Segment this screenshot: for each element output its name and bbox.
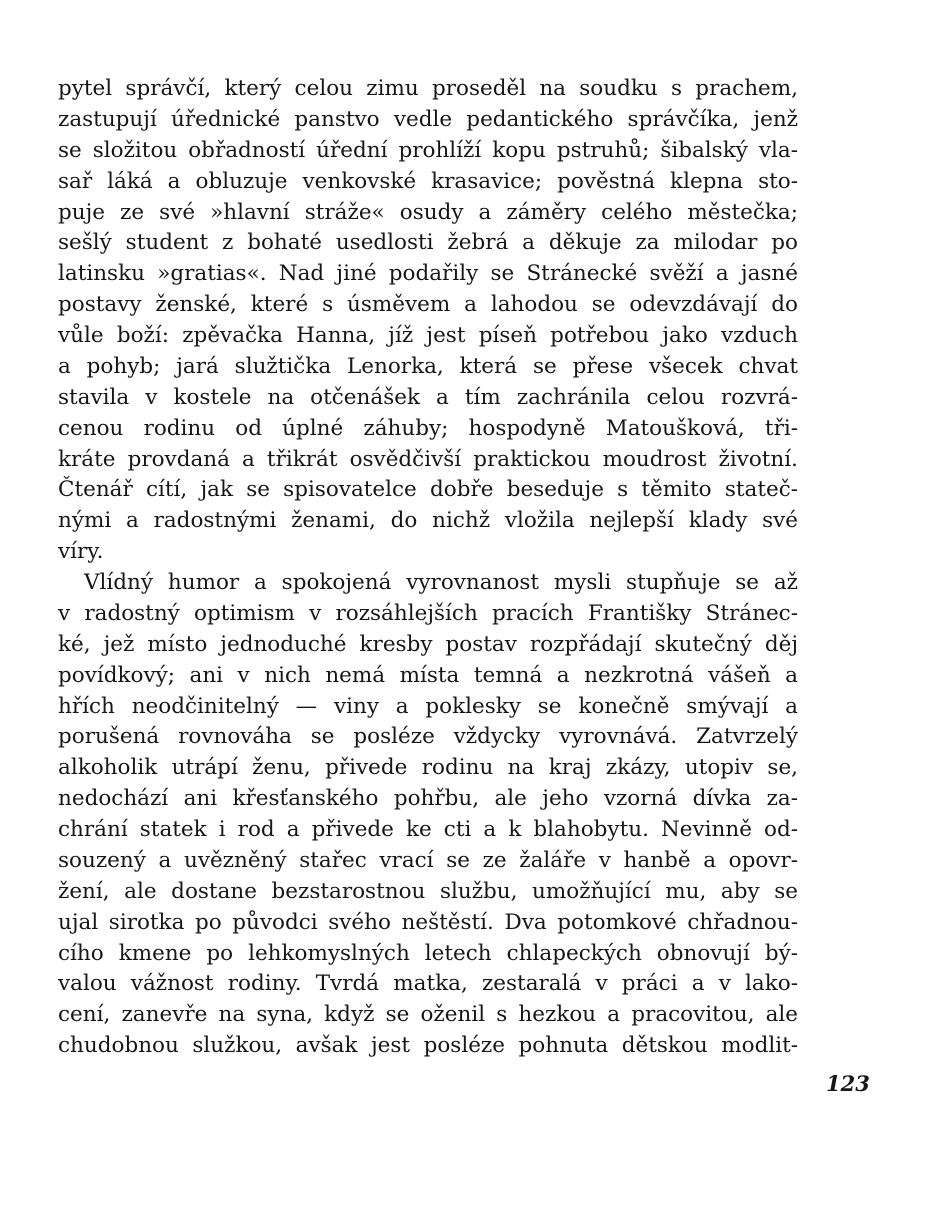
text-line: víry. — [58, 539, 104, 565]
text-line: a pohyb; jará služtička Lenorka, která se přese všecek chvat — [58, 353, 798, 379]
text-line: alkoholik utrápí ženu, přivede rodinu na kraj zkázy, utopiv se, — [58, 755, 798, 781]
text-line: ké, jež místo jednoduché kresby postav rozpřádají skutečný děj — [58, 631, 798, 657]
text-line: postavy ženské, které s úsměvem a lahodou se odevzdávají do — [58, 292, 798, 318]
text-line: Čtenář cítí, jak se spisovatelce dobře beseduje s těmito stateč- — [58, 477, 798, 503]
text-line: zastupují úřednické panstvo vedle pedantického správčíka, jenž — [58, 106, 798, 132]
text-line: chudobnou služkou, avšak jest posléze pohnuta dětskou modlit- — [58, 1033, 798, 1059]
text-line: puje ze své »hlavní stráže« osudy a záměry celého městečka; — [58, 199, 798, 225]
text-line: latinsku »gratias«. Nad jiné podařily se Stránecké svěží a jasné — [58, 261, 798, 287]
text-line: žení, ale dostane bezstarostnou službu, umožňující mu, aby se — [58, 878, 798, 904]
text-line: stavila v kostele na otčenášek a tím zachránila celou rozvrá- — [58, 384, 798, 410]
text-line: souzený a uvězněný stařec vrací se ze žaláře v hanbě a opovr- — [58, 847, 798, 873]
text-line: porušená rovnováha se posléze vždycky vyrovnává. Zatvrzelý — [58, 724, 798, 750]
text-line: nedochází ani křesťanského pohřbu, ale jeho vzorná dívka za- — [58, 786, 798, 812]
text-line: cenou rodinu od úplné záhuby; hospodyně Matoušková, tři- — [58, 415, 798, 441]
text-line: povídkový; ani v nich nemá místa temná a nezkrotná vášeň a — [58, 662, 798, 688]
text-line: vůle boží: zpěvačka Hanna, jíž jest píseň potřebou jako vzduch — [58, 323, 798, 348]
text-line: chrání statek i rod a přivede ke cti a k blahobytu. Nevinně od- — [58, 817, 798, 842]
text-line: v radostný optimism v rozsáhlejších pracích Františky Stránec- — [58, 600, 798, 626]
text-line: sešlý student z bohaté usedlosti žebrá a děkuje za milodar po — [58, 230, 798, 256]
text-line: cího kmene po lehkomyslných letech chlapeckých obnovují bý- — [58, 940, 798, 966]
body-text — [58, 74, 798, 1062]
text-line: ujal sirotka po původci svého neštěstí. Dva potomkové chřadnou- — [58, 909, 798, 935]
text-line: hřích neodčinitelný — viny a poklesky se konečně smývají a — [58, 693, 798, 719]
text-line: Vlídný humor a spokojená vyrovnanost mysli stupňuje se až — [84, 570, 798, 595]
text-line: se složitou obřadností úřední prohlíží kopu pstruhů; šibalský vla- — [58, 137, 798, 163]
text-line: nými a radostnými ženami, do nichž vložila nejlepší klady své — [58, 508, 798, 534]
text-line: cení, zanevře na syna, když se oženil s hezkou a pracovitou, ale — [58, 1002, 798, 1028]
text-line: valou vážnost rodiny. Tvrdá matka, zestaralá v práci a v lako- — [58, 971, 798, 997]
text-line: pytel správčí, který celou zimu proseděl na soudku s prachem, — [58, 76, 798, 101]
page-number: 123 — [826, 1071, 870, 1096]
text-line: sař láká a obluzuje venkovské krasavice; pověstná klepna sto- — [58, 168, 798, 194]
text-line: kráte provdaná a třikrát osvědčivší praktickou moudrost životní. — [58, 446, 798, 472]
